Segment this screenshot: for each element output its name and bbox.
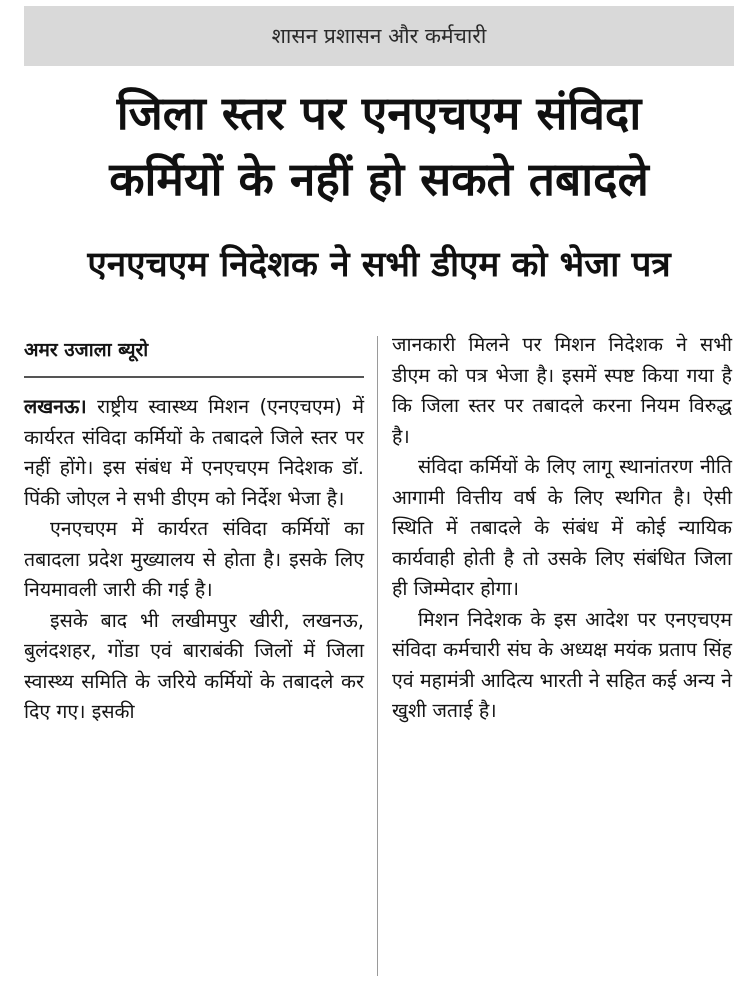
article-column-right (392, 330, 732, 727)
byline: अमर उजाला ब्यूरो (24, 330, 364, 378)
subheadline: एनएचएम निदेशक ने सभी डीएम को भेजा पत्र (87, 245, 671, 285)
section-title: शासन प्रशासन और कर्मचारी (271, 24, 487, 48)
article-paragraph-1-text: राष्ट्रीय स्वास्थ्य मिशन (एनएचएम) में कार्यरत संविदा कर्मियों के तबादले जिले स्तर पर नहीं होंगे। इस संबंध में एनएचएम निदेशक डॉ. पिंकी जोएल ने सभी डीएम को निर्देश भेजा है। (24, 395, 364, 510)
article-paragraph-6: मिशन निदेशक के इस आदेश पर एनएचएम संविदा कर्मचारी संघ के अध्यक्ष मयंक प्रताप सिंह एवं महामंत्री आदित्य भारती ने सहित कई अन्य ने खुशी जताई है। (392, 607, 732, 722)
dateline: लखनऊ। (24, 395, 87, 418)
headline-line-1: जिला स्तर पर एनएचएम संविदा (116, 86, 642, 140)
article-paragraph-1 (24, 392, 364, 514)
article-paragraph-4: जानकारी मिलने पर मिशन निदेशक ने सभी डीएम को पत्र भेजा है। इसमें स्पष्ट किया गया है कि जिला स्तर पर तबादले करना नियम विरुद्ध है। (392, 333, 732, 448)
section-header (24, 6, 734, 66)
article-paragraph-5: संविदा कर्मियों के लिए लागू स्थानांतरण नीति आगामी वित्तीय वर्ष के लिए स्थगित है। ऐसी स्थिति में तबादले के संबंध में कोई न्यायिक कार्यवाही होती है तो उसके लिए संबंधित जिला ही जिम्मेदार होगा। (392, 455, 732, 600)
column-divider (377, 336, 378, 976)
article-paragraph-3: इसके बाद भी लखीमपुर खीरी, लखनऊ, बुलंदशहर, गोंडा एवं बाराबंकी जिलों में जिला स्वास्थ्य समिति के जरिये कर्मियों के तबादले कर दिए गए। इसकी (24, 608, 364, 723)
article-column-left (24, 330, 364, 728)
article-paragraph-2: एनएचएम में कार्यरत संविदा कर्मियों का तबादला प्रदेश मुख्यालय से होता है। इसके लिए नियमावली जारी की गई है। (24, 517, 364, 601)
headline-line-2: कर्मियों के नहीं हो सकते तबादले (109, 152, 649, 206)
